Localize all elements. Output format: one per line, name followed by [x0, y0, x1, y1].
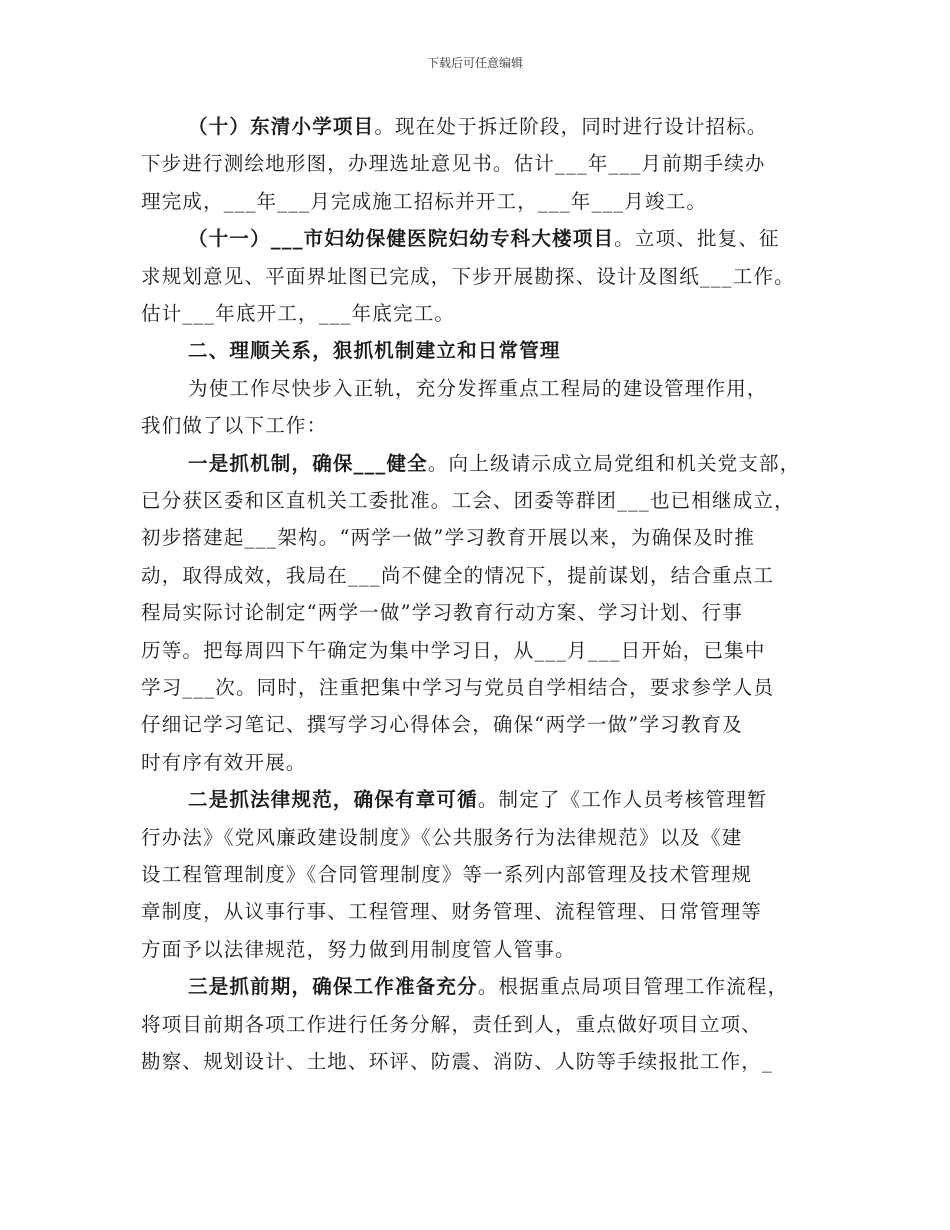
text-line	[141, 1012, 762, 1038]
line-text: 章制度，从议事行事、工程管理、财务管理、流程管理、日常管理等	[141, 900, 763, 924]
line-text: 。根据重点局项目管理工作流程，	[477, 975, 789, 999]
text-line	[141, 525, 755, 551]
text-line	[141, 189, 707, 215]
line-text: 我们做了以下工作：	[141, 414, 328, 438]
text-line	[141, 600, 743, 626]
line-text: 设工程管理制度》《合同管理制度》等一系列内部管理及技术管理规	[141, 863, 753, 886]
text-line	[141, 899, 762, 925]
text-line	[141, 488, 795, 514]
text-line	[188, 451, 800, 477]
line-text: 方面予以法律规范，努力做到用制度管人管事。	[141, 937, 576, 961]
text-line	[141, 1049, 773, 1075]
bold-lead: 二是抓法律规范，确保有章可循	[188, 788, 478, 812]
text-line	[141, 301, 455, 327]
line-text: 估计___年底开工，___年底完工。	[141, 302, 456, 325]
line-text: 已分获区委和区直机关工委批准。工会、团委等群团___也已相继成立，	[141, 489, 795, 512]
text-line	[188, 376, 768, 402]
text-line	[141, 862, 752, 888]
line-text: 。制定了《工作人员考核管理暂	[477, 788, 768, 812]
line-text: 仔细记学习笔记、撰写学习心得体会，确保“两学一做”学习教育及	[141, 713, 743, 737]
line-text: 求规划意见、平面界址图已完成，下步开展勘探、设计及图纸___工作。	[141, 264, 795, 288]
text-line	[188, 787, 768, 813]
line-text: 程局实际讨论制定“两学一做”学习教育行动方案、学习计划、行事	[141, 601, 743, 625]
line-text: 下步进行测绘地形图，办理选址意见书。估计___年___月前期手续办	[141, 152, 766, 176]
bold-lead: 三是抓前期，确保工作准备充分	[188, 975, 478, 999]
bold-lead: （十）东清小学项目	[188, 115, 375, 138]
bold-lead: 二、理顺关系，狠抓机制建立和日常管理	[188, 339, 561, 363]
line-text: 动，取得成效，我局在___尚不健全的情况下，提前谋划，结合重点工	[141, 563, 775, 587]
text-line	[141, 825, 743, 851]
text-line	[188, 114, 768, 140]
text-line	[141, 264, 795, 290]
line-text: 理完成，___年___月完成施工招标并开工，___年___月竣工。	[141, 189, 708, 213]
text-line	[141, 937, 576, 963]
line-text: 勘察、规划设计、土地、环评、防震、消防、人防等手续报批工作，_	[141, 1050, 773, 1073]
line-text: 历等。把每周四下午确定为集中学习日，从___月___日开始，已集中	[141, 638, 766, 662]
line-text: 将项目前期各项工作进行任务分解，责任到人，重点做好项目立项、	[141, 1012, 763, 1036]
text-line	[141, 675, 774, 701]
line-text: 。立项、批复、征	[614, 227, 780, 251]
text-line	[141, 151, 766, 177]
line-text: 时有序有效开展。	[141, 750, 307, 774]
text-line	[141, 563, 774, 589]
text-line	[188, 338, 561, 364]
text-line	[141, 638, 766, 664]
page-header-note: 下载后可任意编辑	[426, 56, 523, 70]
line-text: 学习___次。同时，注重把集中学习与党员自学相结合，要求参学人员	[141, 676, 775, 699]
text-line	[188, 226, 780, 252]
line-text: 。向上级请示成立局党组和机关党支部，	[427, 451, 801, 475]
text-line	[188, 974, 788, 1000]
line-text: 初步搭建起___架构。“两学一做”学习教育开展以来，为确保及时推	[141, 526, 756, 550]
text-line	[141, 413, 327, 439]
line-text: 。现在处于拆迁阶段，同时进行设计招标。	[374, 115, 768, 138]
bold-lead: （十一）___市妇幼保健医院妇幼专科大楼项目	[188, 227, 615, 251]
line-text: 行办法》《党风廉政建设制度》《公共服务行为法律规范》以及《建	[141, 825, 743, 849]
line-text: 为使工作尽快步入正轨，充分发挥重点工程局的建设管理作用，	[188, 376, 768, 400]
text-line	[141, 712, 743, 738]
text-line	[141, 750, 307, 776]
bold-lead: 一是抓机制，确保___健全	[188, 451, 428, 475]
